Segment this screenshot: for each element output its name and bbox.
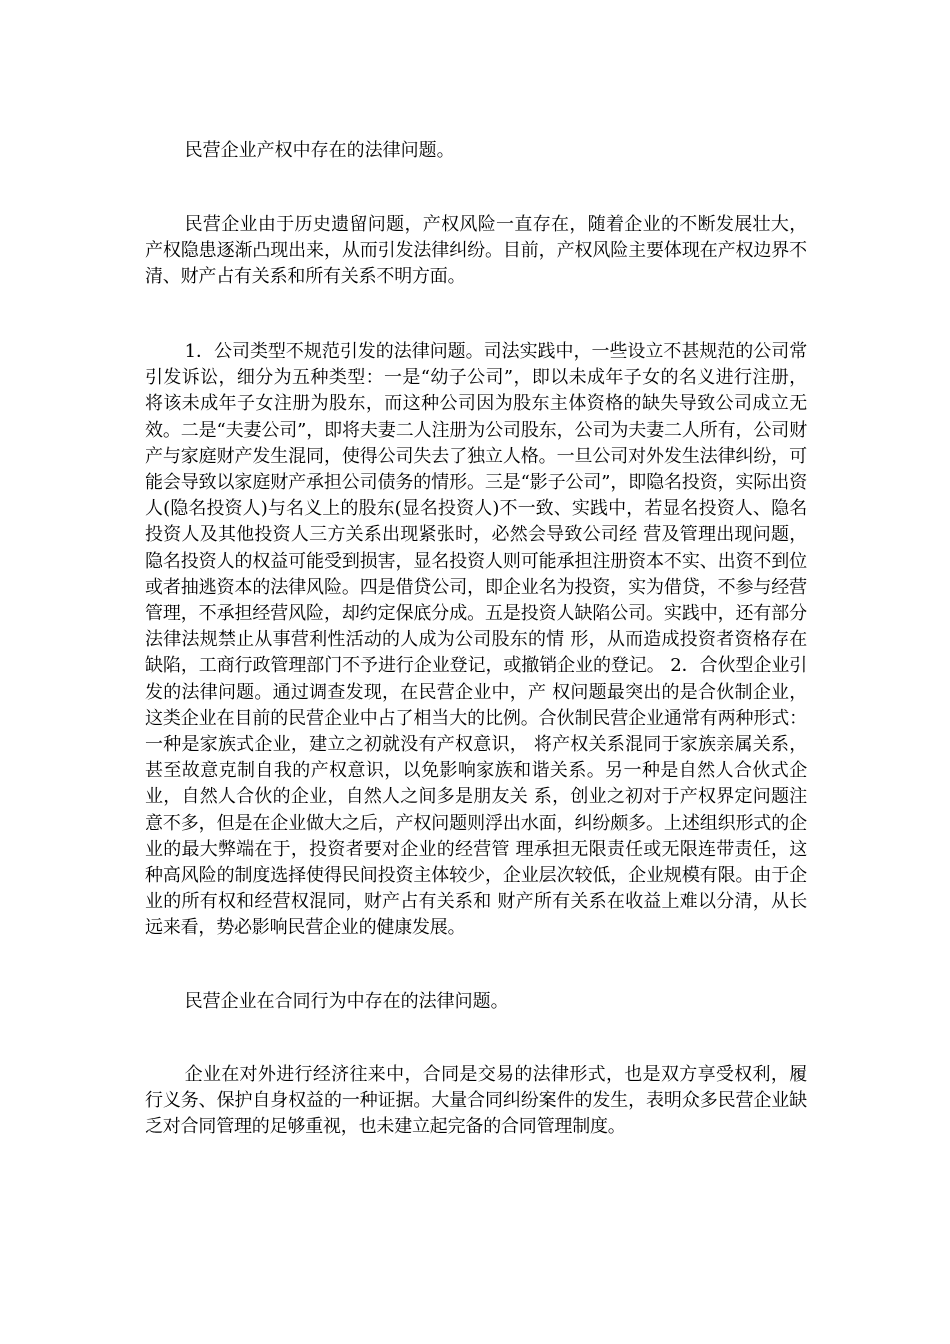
section-heading-property-rights: 民营企业产权中存在的法律问题。 [184,140,455,161]
paragraph-property-details: 1．公司类型不规范引发的法律问题。司法实践中，一些设立不甚规范的公司常引发诉讼，细分为五种类型：一是“幼子公司”，即以未成年子女的名义进行注册， 将该未成年子女注册为股东，而这种公司因为股东主体资格的缺失导致公司成立无效。二是“夫妻公司”，即将夫妻二人注册为公司股东，公司为夫妻二人所有，公司财产与家庭财产发生混同，使得公司失去了独立人格。一旦公司对外发生法律纠纷，可能会导致以家庭财产承担公司债务的情形。三是“影子公司”，即隐名投资，实际出资人(隐名投资人)与名义上的股东(显名投资人)不一致、实践中，若显名投资人、隐名投资人及其他投资人三方关系出现紧张时，必然会导致公司经 营及管理出现问题，隐名投资人的权益可能受到损害，显名投资人则可能承担注册资本不实、出资不到位或者抽逃资本的法律风险。四是借贷公司，即企业名为投资，实为借贷，不参与经营管理，不承担经营风险，却约定保底分成。五是投资人缺陷公司。实践中，还有部分法律法规禁止从事营利性活动的人成为公司股东的情 形，从而造成投资者资格存在缺陷，工商行政管理部门不予进行企业登记，或撤销企业的登记。 2．合伙型企业引发的法律问题。通过调查发现，在民营企业中，产 权问题最突出的是合伙制企业，这类企业在目前的民营企业中占了相当大的比例。合伙制民营企业通常有两种形式：一种是家族式企业，建立之初就没有产权意识， 将产权关系混同于家族亲属关系，甚至故意克制自我的产权意识，以免影响家族和谐关系。另一种是自然人合伙式企业，自然人合伙的企业，自然人之间多是朋友关 系，创业之初对于产权界定问题注意不多，但是在企业做大之后，产权问题则浮出水面，纠纷颇多。上述组织形式的企业的最大弊端在于，投资者要对企业的经营管 理承担无限责任或无限连带责任，这种高风险的制度选择使得民间投资主体较少，企业层次较低，企业规模有限。由于企业的所有权和经营权混同，财产占有关系和 财产所有关系在收益上难以分清，从长远来看，势必影响民营企业的健康发展。 [145,341,807,939]
paragraph-property-intro: 民营企业由于历史遗留问题，产权风险一直存在，随着企业的不断发展壮大，产权隐患逐渐凸现出来，从而引发法律纠纷。目前，产权风险主要体现在产权边界不清、财产占有关系和所有关系不明方面。 [145,214,807,288]
section-heading-contracts: 民营企业在合同行为中存在的法律问题。 [184,991,509,1012]
paragraph-contracts: 企业在对外进行经济往来中，合同是交易的法律形式，也是双方享受权利，履行义务、保护自身权益的一种证据。大量合同纠纷案件的发生，表明众多民营企业缺乏对合同管理的足够重视，也未建立起完备的合同管理制度。 [145,1064,807,1138]
